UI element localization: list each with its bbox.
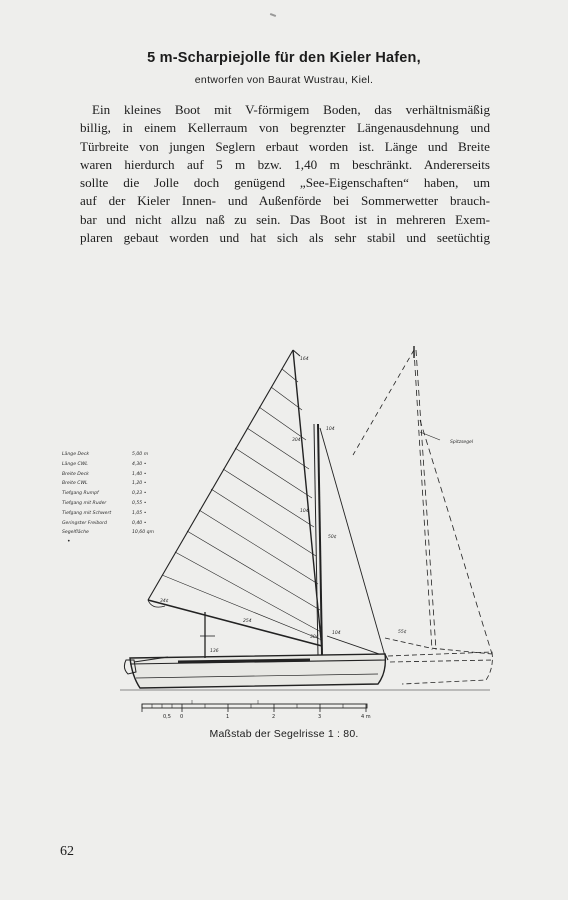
dim-label: 50¢ (328, 535, 337, 540)
topsail-luff (420, 420, 492, 654)
topsail-leader (420, 432, 440, 440)
scale-number: 1 (226, 714, 230, 720)
dashed-sheer (390, 660, 494, 662)
dim-label: 55¢ (398, 630, 407, 635)
spec-label: Geringster Freibord (62, 520, 107, 526)
dashed-hull (388, 652, 492, 684)
topsail-leech (353, 350, 414, 455)
scale-number: 0,5 (163, 714, 171, 720)
boom (148, 600, 322, 646)
spec-value: 1,20 • (132, 481, 147, 487)
scale-number: 4 m (361, 714, 371, 720)
gaff (293, 350, 322, 650)
spec-value: 4,30 • (132, 461, 147, 467)
spec-label: Segelfläche (62, 530, 89, 536)
jib-foot (327, 636, 385, 656)
spec-value: 0,55 • (132, 500, 147, 506)
sail-seams (162, 369, 322, 640)
spec-value: 5,00 m (132, 452, 149, 457)
dim-label: 104 (326, 427, 335, 432)
scale-number: 2 (272, 714, 276, 720)
dim-label: 164 (300, 357, 309, 362)
main-sail-plan (124, 350, 388, 688)
scale-number: 0 (180, 714, 184, 720)
spec-label: Breite CWL (62, 481, 88, 487)
coaming (178, 660, 310, 662)
topsail-plan (353, 346, 494, 684)
spec-label: Länge CWL (62, 461, 88, 467)
spec-value: 10,60 qm (132, 530, 155, 536)
text-line: billig, in einem Kellerraum von begrenzter Längenausdehnung und (80, 120, 490, 136)
article-title: 5 m-Scharpiejolle für den Kieler Hafen, (147, 50, 421, 66)
dim-label: 104 (300, 509, 309, 514)
dim-label: 304 (310, 635, 319, 640)
text-line: Ein kleines Boot mit V-förmigem Boden, das verhältnismäßig (92, 102, 490, 117)
spec-value: 0,23 • (132, 491, 147, 497)
topsail-label: Spitzsegel (450, 440, 474, 445)
spec-label: Tiefgang mit Ruder (62, 500, 107, 506)
scale-rectangle (142, 704, 367, 708)
spec-value: 1,05 • (132, 510, 147, 516)
dim-label: 304 (292, 438, 301, 443)
spec-label: Länge Deck (62, 452, 90, 457)
text-line: bar und nicht allzu naß zu sein. Das Boot ist in mehreren Exem- (80, 211, 490, 227)
topmast (414, 350, 432, 650)
topsail-foot (385, 638, 492, 654)
text-line: Türbreite von jungen Seglern erbaut worden ist. Länge und Breite (80, 138, 490, 154)
spec-value: 0,40 • (132, 520, 147, 526)
scale-bar (142, 700, 367, 712)
article-subtitle: entworfen von Baurat Wustrau, Kiel. (194, 74, 374, 86)
mast-edge (314, 424, 318, 656)
jib-luff (320, 428, 385, 656)
spec-label: Tiefgang mit Schwert (62, 510, 112, 516)
dim-label: 136 (210, 649, 219, 654)
text-line: sollte die Jolle doch genügend „See-Eigenschaften“ haben, um (80, 175, 490, 191)
scale-caption: Maßstab der Segelrisse 1 : 80. (209, 728, 359, 740)
spec-label: Tiefgang Rumpf (62, 491, 99, 497)
hull (130, 654, 385, 688)
page-number: 62 (60, 844, 74, 859)
dim-label: 34¢ (160, 599, 169, 604)
table-marker: • (67, 538, 71, 546)
dim-label: 104 (332, 631, 341, 636)
dim-label: 254 (243, 619, 252, 624)
spec-label: Breite Deck (62, 471, 89, 477)
text-line: waren hierdurch auf 5 m bzw. 1,40 m beschränkt. Andererseits (80, 156, 490, 172)
topmast-edge (416, 350, 436, 650)
scale-number: 3 (318, 714, 322, 720)
text-line: auf der Kieler Innen- und Außenförde bei Sommerwetter brauch- (80, 193, 490, 209)
spec-value: 1,40 • (132, 471, 147, 477)
text-line: plaren gebaut worden und hat sich als sehr stabil und seetüchtig (80, 230, 490, 246)
